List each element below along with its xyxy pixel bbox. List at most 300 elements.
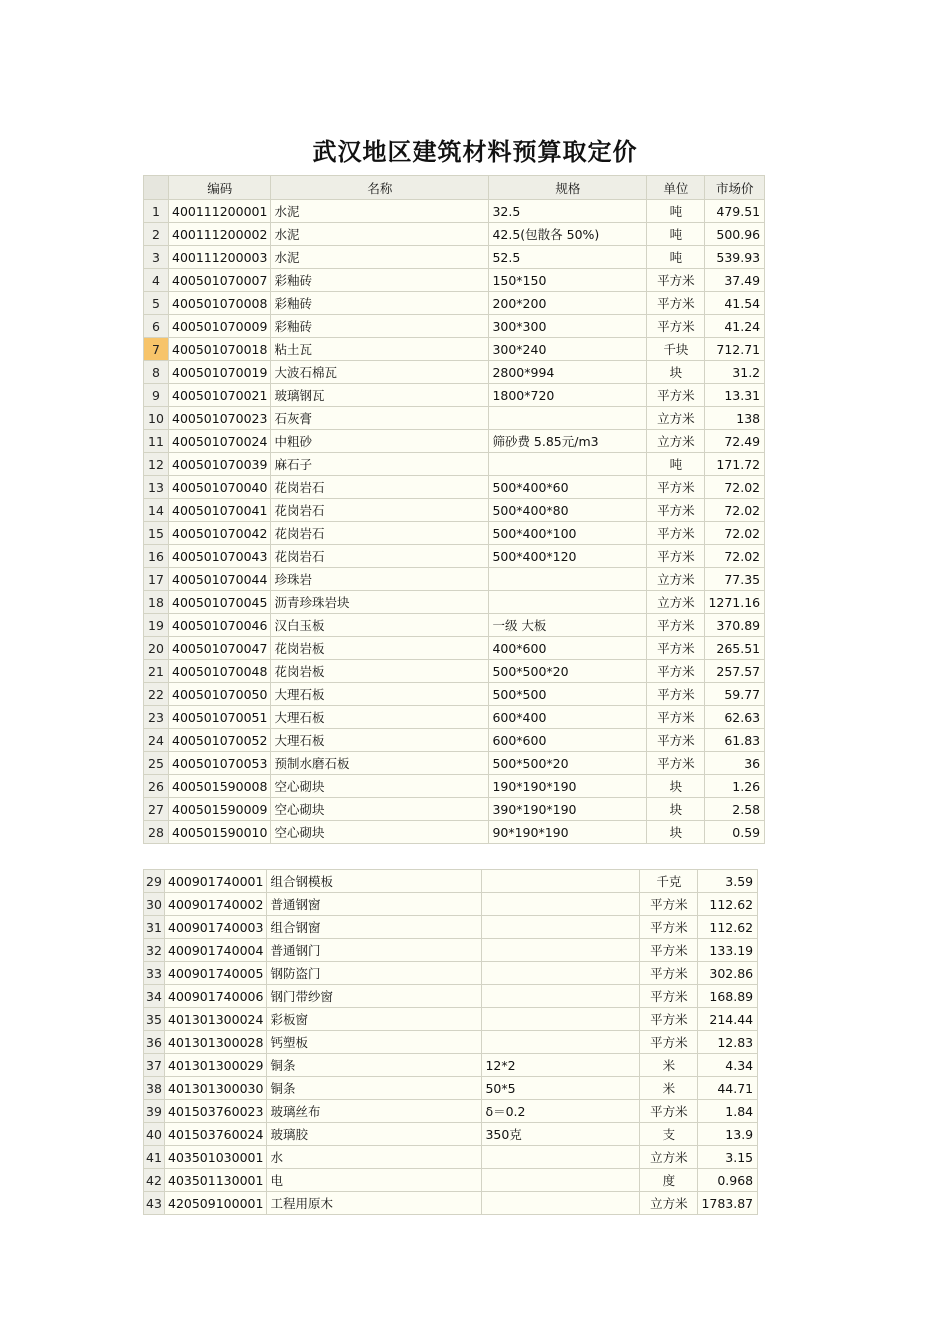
spec-cell[interactable]: δ＝0.2	[482, 1100, 640, 1123]
row-number-cell[interactable]: 23	[144, 706, 169, 729]
spec-cell[interactable]: 52.5	[489, 246, 647, 269]
spec-cell[interactable]	[489, 591, 647, 614]
code-cell[interactable]: 400501070051	[169, 706, 271, 729]
table-row[interactable]	[144, 1031, 758, 1054]
table-row[interactable]	[144, 269, 765, 292]
code-cell[interactable]: 400501070047	[169, 637, 271, 660]
table-row[interactable]	[144, 361, 765, 384]
row-number-cell[interactable]: 20	[144, 637, 169, 660]
code-cell[interactable]: 400501070009	[169, 315, 271, 338]
spec-cell[interactable]	[482, 962, 640, 985]
price-cell[interactable]: 171.72	[705, 453, 765, 476]
spec-cell[interactable]: 500*400*80	[489, 499, 647, 522]
price-cell[interactable]: 133.19	[698, 939, 758, 962]
price-cell[interactable]: 62.63	[705, 706, 765, 729]
table-row[interactable]	[144, 591, 765, 614]
price-cell[interactable]: 13.31	[705, 384, 765, 407]
price-cell[interactable]: 2.58	[705, 798, 765, 821]
name-cell[interactable]: 水泥	[271, 223, 489, 246]
price-cell[interactable]: 3.59	[698, 870, 758, 893]
table-row[interactable]	[144, 683, 765, 706]
spec-cell[interactable]	[482, 1008, 640, 1031]
spec-cell[interactable]: 500*400*60	[489, 476, 647, 499]
name-cell[interactable]: 玻璃胶	[267, 1123, 482, 1146]
unit-cell[interactable]: 平方米	[647, 384, 705, 407]
table-row[interactable]	[144, 1192, 758, 1215]
row-number-cell[interactable]: 27	[144, 798, 169, 821]
spec-cell[interactable]	[482, 939, 640, 962]
unit-cell[interactable]: 千克	[640, 870, 698, 893]
name-cell[interactable]: 普通钢窗	[267, 893, 482, 916]
row-number-cell[interactable]: 32	[144, 939, 165, 962]
table-row[interactable]	[144, 775, 765, 798]
unit-cell[interactable]: 平方米	[640, 893, 698, 916]
code-cell[interactable]: 401301300030	[165, 1077, 267, 1100]
header-corner[interactable]	[144, 176, 169, 200]
price-cell[interactable]: 138	[705, 407, 765, 430]
code-cell[interactable]: 400501070021	[169, 384, 271, 407]
unit-cell[interactable]: 块	[647, 361, 705, 384]
code-cell[interactable]: 403501030001	[165, 1146, 267, 1169]
unit-cell[interactable]: 块	[647, 798, 705, 821]
name-cell[interactable]: 大理石板	[271, 729, 489, 752]
row-number-cell[interactable]: 43	[144, 1192, 165, 1215]
price-cell[interactable]: 72.49	[705, 430, 765, 453]
table-row[interactable]	[144, 870, 758, 893]
spec-cell[interactable]: 600*400	[489, 706, 647, 729]
code-cell[interactable]: 401301300029	[165, 1054, 267, 1077]
name-cell[interactable]: 花岗岩石	[271, 545, 489, 568]
spec-cell[interactable]: 300*300	[489, 315, 647, 338]
row-number-cell[interactable]: 16	[144, 545, 169, 568]
code-cell[interactable]: 400501070023	[169, 407, 271, 430]
spec-cell[interactable]: 12*2	[482, 1054, 640, 1077]
unit-cell[interactable]: 块	[647, 775, 705, 798]
table-row[interactable]	[144, 1123, 758, 1146]
table-row[interactable]	[144, 568, 765, 591]
spec-cell[interactable]: 90*190*190	[489, 821, 647, 844]
table-row[interactable]	[144, 338, 765, 361]
spec-cell[interactable]: 1800*720	[489, 384, 647, 407]
unit-cell[interactable]: 块	[647, 821, 705, 844]
row-number-cell[interactable]: 10	[144, 407, 169, 430]
price-cell[interactable]: 265.51	[705, 637, 765, 660]
unit-cell[interactable]: 立方米	[647, 568, 705, 591]
unit-cell[interactable]: 平方米	[640, 916, 698, 939]
spec-cell[interactable]: 50*5	[482, 1077, 640, 1100]
table-row[interactable]	[144, 430, 765, 453]
price-cell[interactable]: 72.02	[705, 499, 765, 522]
row-number-cell[interactable]: 12	[144, 453, 169, 476]
code-cell[interactable]: 400501070043	[169, 545, 271, 568]
unit-cell[interactable]: 平方米	[647, 522, 705, 545]
price-cell[interactable]: 712.71	[705, 338, 765, 361]
price-cell[interactable]: 72.02	[705, 522, 765, 545]
table-row[interactable]	[144, 893, 758, 916]
code-cell[interactable]: 403501130001	[165, 1169, 267, 1192]
table-row[interactable]	[144, 522, 765, 545]
code-cell[interactable]: 400501070045	[169, 591, 271, 614]
unit-cell[interactable]: 平方米	[647, 637, 705, 660]
spec-cell[interactable]: 500*400*120	[489, 545, 647, 568]
table-row[interactable]	[144, 384, 765, 407]
name-cell[interactable]: 花岗岩石	[271, 499, 489, 522]
table-row[interactable]	[144, 1169, 758, 1192]
row-number-cell[interactable]: 19	[144, 614, 169, 637]
row-number-cell[interactable]: 42	[144, 1169, 165, 1192]
code-cell[interactable]: 400501070018	[169, 338, 271, 361]
spec-cell[interactable]: 400*600	[489, 637, 647, 660]
code-cell[interactable]: 400901740001	[165, 870, 267, 893]
price-cell[interactable]: 500.96	[705, 223, 765, 246]
code-cell[interactable]: 401503760024	[165, 1123, 267, 1146]
row-number-cell[interactable]: 15	[144, 522, 169, 545]
table-row[interactable]	[144, 1100, 758, 1123]
spec-cell[interactable]: 2800*994	[489, 361, 647, 384]
name-cell[interactable]: 组合钢窗	[267, 916, 482, 939]
unit-cell[interactable]: 立方米	[640, 1192, 698, 1215]
row-number-cell[interactable]: 5	[144, 292, 169, 315]
spec-cell[interactable]: 一级 大板	[489, 614, 647, 637]
spec-cell[interactable]: 150*150	[489, 269, 647, 292]
price-cell[interactable]: 1.26	[705, 775, 765, 798]
table-row[interactable]	[144, 476, 765, 499]
table-row[interactable]	[144, 223, 765, 246]
table-row[interactable]	[144, 798, 765, 821]
spec-cell[interactable]: 42.5(包散各 50%)	[489, 223, 647, 246]
table-row[interactable]	[144, 660, 765, 683]
unit-cell[interactable]: 度	[640, 1169, 698, 1192]
unit-cell[interactable]: 平方米	[647, 752, 705, 775]
price-cell[interactable]: 72.02	[705, 545, 765, 568]
name-cell[interactable]: 钙塑板	[267, 1031, 482, 1054]
header-price[interactable]: 市场价	[705, 176, 765, 200]
code-cell[interactable]: 400501070019	[169, 361, 271, 384]
header-spec[interactable]: 规格	[489, 176, 647, 200]
table-row[interactable]	[144, 1054, 758, 1077]
price-cell[interactable]: 36	[705, 752, 765, 775]
name-cell[interactable]: 汉白玉板	[271, 614, 489, 637]
unit-cell[interactable]: 平方米	[647, 499, 705, 522]
row-number-cell[interactable]: 18	[144, 591, 169, 614]
spec-cell[interactable]: 32.5	[489, 200, 647, 223]
price-cell[interactable]: 41.24	[705, 315, 765, 338]
row-number-cell[interactable]: 9	[144, 384, 169, 407]
name-cell[interactable]: 大理石板	[271, 706, 489, 729]
unit-cell[interactable]: 平方米	[647, 269, 705, 292]
spec-cell[interactable]	[482, 1192, 640, 1215]
table-row[interactable]	[144, 614, 765, 637]
table-row[interactable]	[144, 1008, 758, 1031]
name-cell[interactable]: 预制水磨石板	[271, 752, 489, 775]
name-cell[interactable]: 普通钢门	[267, 939, 482, 962]
table-row[interactable]	[144, 962, 758, 985]
code-cell[interactable]: 400501070052	[169, 729, 271, 752]
code-cell[interactable]: 400111200003	[169, 246, 271, 269]
spec-cell[interactable]: 500*500*20	[489, 660, 647, 683]
code-cell[interactable]: 400501070041	[169, 499, 271, 522]
name-cell[interactable]: 花岗岩石	[271, 476, 489, 499]
unit-cell[interactable]: 立方米	[647, 407, 705, 430]
price-cell[interactable]: 214.44	[698, 1008, 758, 1031]
row-number-cell[interactable]: 39	[144, 1100, 165, 1123]
unit-cell[interactable]: 平方米	[640, 985, 698, 1008]
unit-cell[interactable]: 平方米	[640, 939, 698, 962]
price-cell[interactable]: 37.49	[705, 269, 765, 292]
row-number-cell[interactable]: 6	[144, 315, 169, 338]
name-cell[interactable]: 空心砌块	[271, 821, 489, 844]
unit-cell[interactable]: 平方米	[647, 614, 705, 637]
price-cell[interactable]: 257.57	[705, 660, 765, 683]
row-number-cell[interactable]: 29	[144, 870, 165, 893]
price-cell[interactable]: 539.93	[705, 246, 765, 269]
row-number-cell[interactable]: 26	[144, 775, 169, 798]
name-cell[interactable]: 石灰膏	[271, 407, 489, 430]
unit-cell[interactable]: 平方米	[647, 706, 705, 729]
price-cell[interactable]: 370.89	[705, 614, 765, 637]
spec-cell[interactable]: 500*500	[489, 683, 647, 706]
unit-cell[interactable]: 平方米	[640, 962, 698, 985]
spec-cell[interactable]	[489, 568, 647, 591]
spec-cell[interactable]: 200*200	[489, 292, 647, 315]
table-row[interactable]	[144, 729, 765, 752]
code-cell[interactable]: 400501070042	[169, 522, 271, 545]
name-cell[interactable]: 珍珠岩	[271, 568, 489, 591]
table-row[interactable]	[144, 821, 765, 844]
spec-cell[interactable]: 350克	[482, 1123, 640, 1146]
code-cell[interactable]: 400901740004	[165, 939, 267, 962]
price-cell[interactable]: 1783.87	[698, 1192, 758, 1215]
table-row[interactable]	[144, 499, 765, 522]
code-cell[interactable]: 400501590010	[169, 821, 271, 844]
table-row[interactable]	[144, 916, 758, 939]
code-cell[interactable]: 400501070046	[169, 614, 271, 637]
unit-cell[interactable]: 立方米	[640, 1146, 698, 1169]
row-number-cell[interactable]: 1	[144, 200, 169, 223]
row-number-cell[interactable]: 8	[144, 361, 169, 384]
unit-cell[interactable]: 千块	[647, 338, 705, 361]
name-cell[interactable]: 电	[267, 1169, 482, 1192]
name-cell[interactable]: 花岗岩板	[271, 637, 489, 660]
row-number-cell[interactable]: 7	[144, 338, 169, 361]
spec-cell[interactable]	[482, 870, 640, 893]
row-number-cell[interactable]: 17	[144, 568, 169, 591]
price-cell[interactable]: 61.83	[705, 729, 765, 752]
spec-cell[interactable]: 190*190*190	[489, 775, 647, 798]
unit-cell[interactable]: 平方米	[640, 1100, 698, 1123]
row-number-cell[interactable]: 24	[144, 729, 169, 752]
unit-cell[interactable]: 平方米	[647, 476, 705, 499]
name-cell[interactable]: 空心砌块	[271, 775, 489, 798]
name-cell[interactable]: 铜条	[267, 1054, 482, 1077]
table-row[interactable]	[144, 315, 765, 338]
name-cell[interactable]: 彩釉砖	[271, 269, 489, 292]
price-cell[interactable]: 4.34	[698, 1054, 758, 1077]
unit-cell[interactable]: 平方米	[640, 1031, 698, 1054]
header-code[interactable]: 编码	[169, 176, 271, 200]
price-cell[interactable]: 479.51	[705, 200, 765, 223]
name-cell[interactable]: 麻石子	[271, 453, 489, 476]
unit-cell[interactable]: 平方米	[647, 292, 705, 315]
spec-cell[interactable]	[482, 1169, 640, 1192]
unit-cell[interactable]: 平方米	[647, 660, 705, 683]
price-cell[interactable]: 302.86	[698, 962, 758, 985]
table-row[interactable]	[144, 1077, 758, 1100]
unit-cell[interactable]: 平方米	[647, 545, 705, 568]
spec-cell[interactable]	[489, 453, 647, 476]
unit-cell[interactable]: 米	[640, 1077, 698, 1100]
name-cell[interactable]: 玻璃丝布	[267, 1100, 482, 1123]
row-number-cell[interactable]: 33	[144, 962, 165, 985]
row-number-cell[interactable]: 36	[144, 1031, 165, 1054]
price-cell[interactable]: 41.54	[705, 292, 765, 315]
code-cell[interactable]: 400501590009	[169, 798, 271, 821]
code-cell[interactable]: 400501590008	[169, 775, 271, 798]
price-cell[interactable]: 13.9	[698, 1123, 758, 1146]
code-cell[interactable]: 400901740006	[165, 985, 267, 1008]
row-number-cell[interactable]: 38	[144, 1077, 165, 1100]
code-cell[interactable]: 400501070008	[169, 292, 271, 315]
row-number-cell[interactable]: 22	[144, 683, 169, 706]
name-cell[interactable]: 彩釉砖	[271, 292, 489, 315]
name-cell[interactable]: 大波石棉瓦	[271, 361, 489, 384]
unit-cell[interactable]: 平方米	[647, 315, 705, 338]
table-row[interactable]	[144, 752, 765, 775]
table-row[interactable]	[144, 985, 758, 1008]
spec-cell[interactable]: 600*600	[489, 729, 647, 752]
name-cell[interactable]: 水泥	[271, 246, 489, 269]
name-cell[interactable]: 彩釉砖	[271, 315, 489, 338]
spec-cell[interactable]: 500*500*20	[489, 752, 647, 775]
code-cell[interactable]: 400501070050	[169, 683, 271, 706]
row-number-cell[interactable]: 37	[144, 1054, 165, 1077]
code-cell[interactable]: 400501070048	[169, 660, 271, 683]
table-row[interactable]	[144, 545, 765, 568]
name-cell[interactable]: 空心砌块	[271, 798, 489, 821]
price-cell[interactable]: 31.2	[705, 361, 765, 384]
table-row[interactable]	[144, 200, 765, 223]
name-cell[interactable]: 彩板窗	[267, 1008, 482, 1031]
row-number-cell[interactable]: 25	[144, 752, 169, 775]
code-cell[interactable]: 400501070044	[169, 568, 271, 591]
code-cell[interactable]: 400501070039	[169, 453, 271, 476]
spec-cell[interactable]: 500*400*100	[489, 522, 647, 545]
row-number-cell[interactable]: 3	[144, 246, 169, 269]
spec-cell[interactable]	[482, 1146, 640, 1169]
name-cell[interactable]: 粘土瓦	[271, 338, 489, 361]
unit-cell[interactable]: 吨	[647, 246, 705, 269]
price-cell[interactable]: 77.35	[705, 568, 765, 591]
code-cell[interactable]: 400501070053	[169, 752, 271, 775]
table-row[interactable]	[144, 292, 765, 315]
row-number-cell[interactable]: 28	[144, 821, 169, 844]
code-cell[interactable]: 400901740003	[165, 916, 267, 939]
price-cell[interactable]: 3.15	[698, 1146, 758, 1169]
row-number-cell[interactable]: 35	[144, 1008, 165, 1031]
name-cell[interactable]: 沥青珍珠岩块	[271, 591, 489, 614]
code-cell[interactable]: 420509100001	[165, 1192, 267, 1215]
name-cell[interactable]: 玻璃钢瓦	[271, 384, 489, 407]
price-cell[interactable]: 59.77	[705, 683, 765, 706]
row-number-cell[interactable]: 30	[144, 893, 165, 916]
row-number-cell[interactable]: 41	[144, 1146, 165, 1169]
spec-cell[interactable]	[489, 407, 647, 430]
row-number-cell[interactable]: 40	[144, 1123, 165, 1146]
code-cell[interactable]: 400111200001	[169, 200, 271, 223]
price-cell[interactable]: 12.83	[698, 1031, 758, 1054]
table-row[interactable]	[144, 453, 765, 476]
unit-cell[interactable]: 平方米	[647, 729, 705, 752]
spec-cell[interactable]: 390*190*190	[489, 798, 647, 821]
table-row[interactable]	[144, 706, 765, 729]
table-row[interactable]	[144, 246, 765, 269]
code-cell[interactable]: 400501070024	[169, 430, 271, 453]
row-number-cell[interactable]: 21	[144, 660, 169, 683]
unit-cell[interactable]: 米	[640, 1054, 698, 1077]
price-cell[interactable]: 168.89	[698, 985, 758, 1008]
name-cell[interactable]: 钢门带纱窗	[267, 985, 482, 1008]
spec-cell[interactable]: 300*240	[489, 338, 647, 361]
row-number-cell[interactable]: 14	[144, 499, 169, 522]
spec-cell[interactable]	[482, 985, 640, 1008]
code-cell[interactable]: 401301300024	[165, 1008, 267, 1031]
name-cell[interactable]: 花岗岩石	[271, 522, 489, 545]
table-row[interactable]	[144, 407, 765, 430]
name-cell[interactable]: 水泥	[271, 200, 489, 223]
code-cell[interactable]: 400901740005	[165, 962, 267, 985]
row-number-cell[interactable]: 34	[144, 985, 165, 1008]
price-cell[interactable]: 44.71	[698, 1077, 758, 1100]
name-cell[interactable]: 铜条	[267, 1077, 482, 1100]
price-cell[interactable]: 0.968	[698, 1169, 758, 1192]
price-cell[interactable]: 1271.16	[705, 591, 765, 614]
unit-cell[interactable]: 立方米	[647, 591, 705, 614]
price-cell[interactable]: 0.59	[705, 821, 765, 844]
row-number-cell[interactable]: 31	[144, 916, 165, 939]
name-cell[interactable]: 水	[267, 1146, 482, 1169]
table-row[interactable]	[144, 637, 765, 660]
name-cell[interactable]: 大理石板	[271, 683, 489, 706]
price-cell[interactable]: 112.62	[698, 916, 758, 939]
spec-cell[interactable]	[482, 893, 640, 916]
spec-cell[interactable]	[482, 1031, 640, 1054]
unit-cell[interactable]: 平方米	[647, 683, 705, 706]
code-cell[interactable]: 400901740002	[165, 893, 267, 916]
code-cell[interactable]: 400501070007	[169, 269, 271, 292]
price-cell[interactable]: 1.84	[698, 1100, 758, 1123]
unit-cell[interactable]: 立方米	[647, 430, 705, 453]
row-number-cell[interactable]: 13	[144, 476, 169, 499]
code-cell[interactable]: 400111200002	[169, 223, 271, 246]
unit-cell[interactable]: 吨	[647, 223, 705, 246]
price-cell[interactable]: 72.02	[705, 476, 765, 499]
unit-cell[interactable]: 平方米	[640, 1008, 698, 1031]
header-unit[interactable]: 单位	[647, 176, 705, 200]
name-cell[interactable]: 工程用原木	[267, 1192, 482, 1215]
unit-cell[interactable]: 吨	[647, 200, 705, 223]
unit-cell[interactable]: 吨	[647, 453, 705, 476]
code-cell[interactable]: 401503760023	[165, 1100, 267, 1123]
name-cell[interactable]: 花岗岩板	[271, 660, 489, 683]
code-cell[interactable]: 401301300028	[165, 1031, 267, 1054]
header-name[interactable]: 名称	[271, 176, 489, 200]
name-cell[interactable]: 中粗砂	[271, 430, 489, 453]
name-cell[interactable]: 钢防盗门	[267, 962, 482, 985]
spec-cell[interactable]	[482, 916, 640, 939]
code-cell[interactable]: 400501070040	[169, 476, 271, 499]
unit-cell[interactable]: 支	[640, 1123, 698, 1146]
row-number-cell[interactable]: 11	[144, 430, 169, 453]
